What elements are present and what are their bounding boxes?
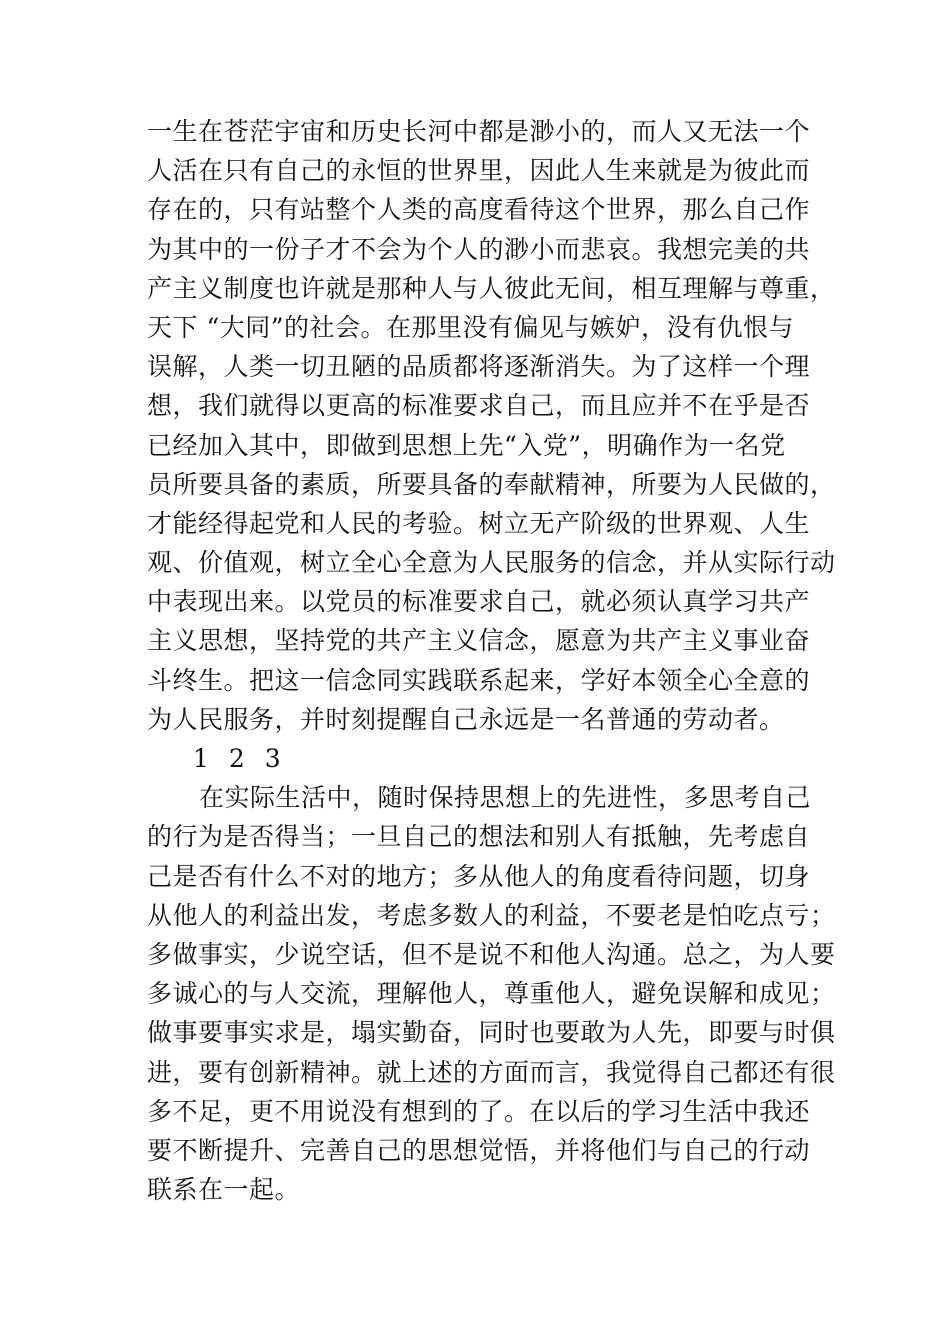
text-line: 联系在一起。	[147, 1175, 301, 1205]
text-line: 在实际生活中，随时保持思想上的先进性，多思考自己	[199, 783, 812, 813]
text-line: 产主义制度也许就是那种人与人彼此无间，相互理解与尊重，	[147, 273, 836, 303]
paragraph-1	[147, 112, 836, 739]
text-line: 多做事实，少说空话，但不是说不和他人沟通。总之，为人要	[147, 939, 836, 969]
paragraph-2	[147, 778, 836, 1209]
text-line: 已经加入其中，即做到思想上先“入党”，明确作为一名党	[147, 430, 786, 460]
text-line: 想，我们就得以更高的标准要求自己，而且应并不在乎是否	[147, 391, 811, 421]
text-line: 斗终生。把这一信念同实践联系起来，学好本领全心全意的	[147, 665, 811, 695]
text-line: 中表现出来。以党员的标准要求自己，就必须认真学习共产	[147, 587, 811, 617]
numbering-line: 1 2 3	[193, 744, 287, 773]
text-line: 做事要事实求是，塌实勤奋，同时也要敢为人先，即要与时俱	[147, 1018, 836, 1048]
document-body	[147, 112, 836, 1209]
text-line: 误解，人类一切丑陋的品质都将逐渐消失。为了这样一个理	[147, 352, 811, 382]
text-line: 存在的，只有站整个人类的高度看待这个世界，那么自己作	[147, 195, 811, 225]
text-line: 天下 “大同”的社会。在那里没有偏见与嫉妒，没有仇恨与	[147, 312, 795, 342]
text-line: 己是否有什么不对的地方；多从他人的角度看待问题，切身	[147, 861, 811, 891]
text-line: 主义思想，坚持党的共产主义信念，愿意为共产主义事业奋	[147, 626, 811, 656]
text-line: 才能经得起党和人民的考验。树立无产阶级的世界观、人生	[147, 508, 811, 538]
text-line: 一生在苍茫宇宙和历史长河中都是渺小的，而人又无法一个	[147, 117, 811, 146]
text-line: 多不足，更不用说没有想到的了。在以后的学习生活中我还	[147, 1096, 811, 1126]
text-line: 从他人的利益出发，考虑多数人的利益，不要老是怕吃点亏；	[147, 900, 836, 930]
text-line: 观、价值观，树立全心全意为人民服务的信念，并从实际行动	[147, 548, 836, 578]
text-line: 员所要具备的素质，所要具备的奉献精神，所要为人民做的，	[147, 469, 836, 499]
text-line: 为其中的一份子才不会为个人的渺小而悲哀。我想完美的共	[147, 234, 811, 264]
text-line: 多诚心的与人交流，理解他人，尊重他人，避免误解和成见；	[147, 979, 836, 1009]
text-line: 的行为是否得当；一旦自己的想法和别人有抵触，先考虑自	[147, 822, 811, 852]
text-line: 要不断提升、完善自己的思想觉悟，并将他们与自己的行动	[147, 1135, 811, 1165]
text-line: 为人民服务，并时刻提醒自己永远是一名普通的劳动者。	[147, 704, 785, 734]
text-line: 进，要有创新精神。就上述的方面而言，我觉得自己都还有很	[147, 1057, 836, 1087]
text-line: 人活在只有自己的永恒的世界里，因此人生来就是为彼此而	[147, 156, 811, 186]
